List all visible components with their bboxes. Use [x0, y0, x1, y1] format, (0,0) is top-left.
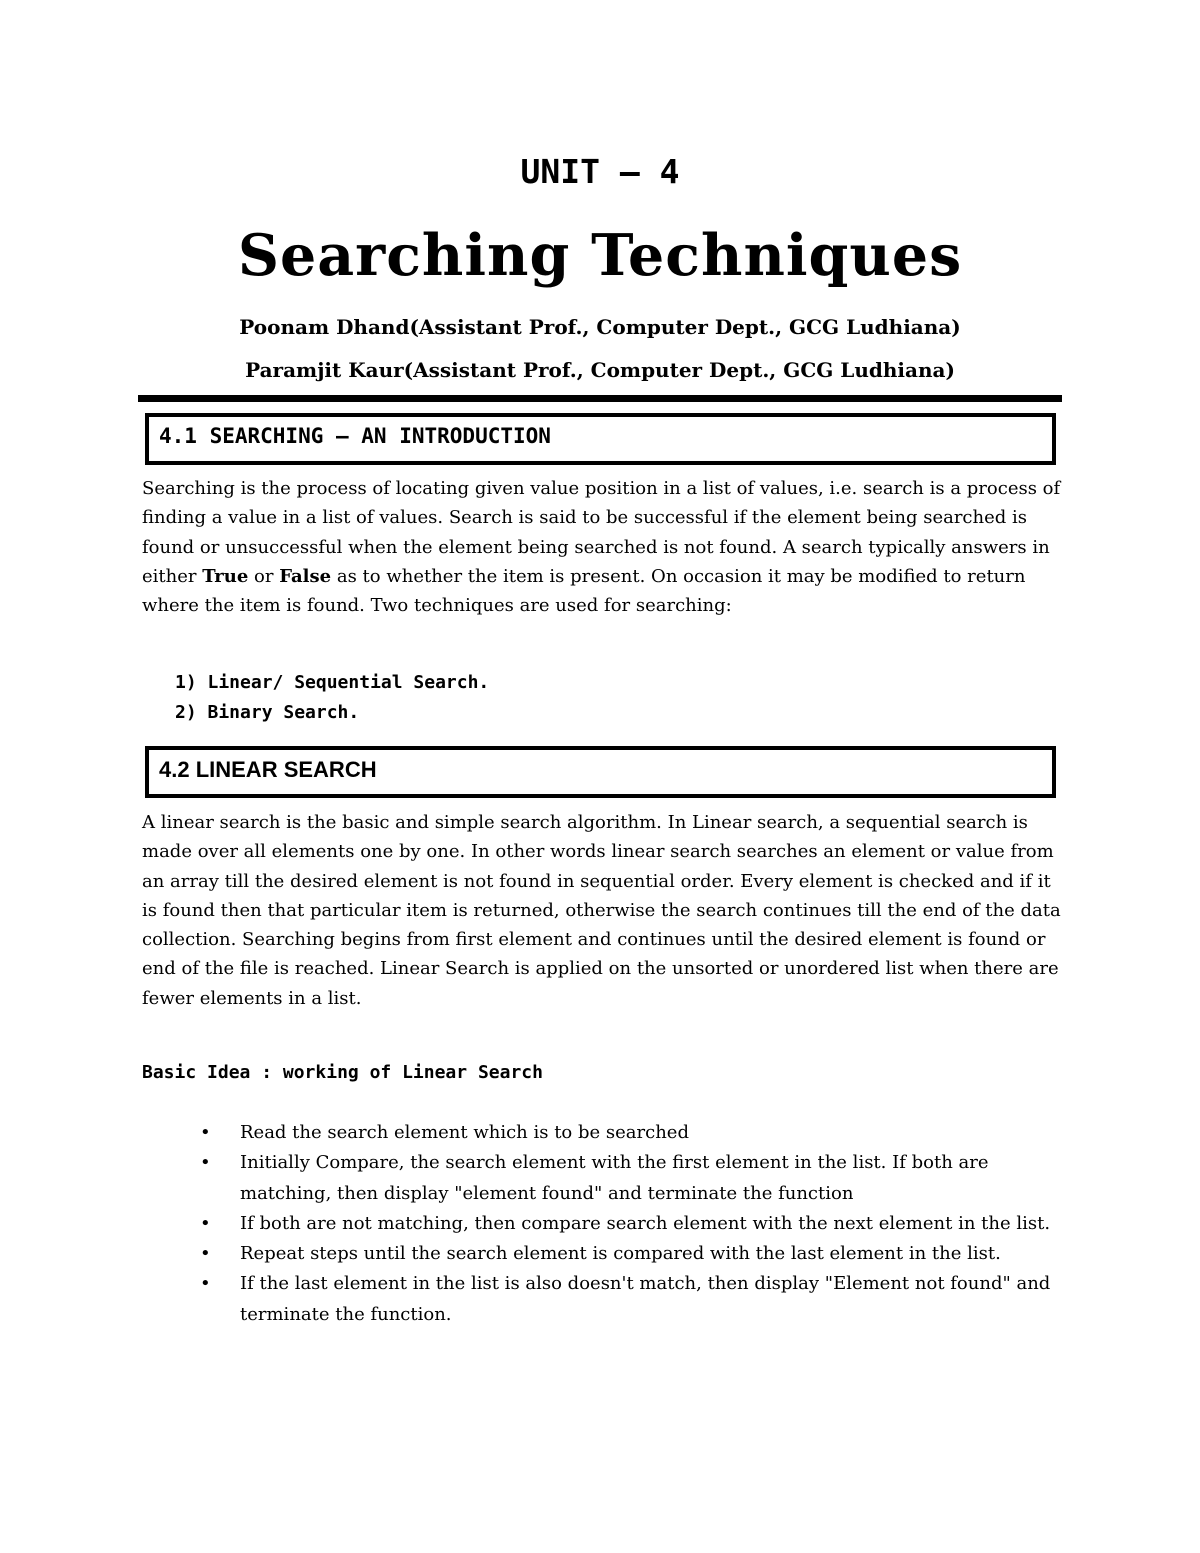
- steps-list: [200, 1118, 1065, 1330]
- basic-idea-heading: Basic Idea : working of Linear Search: [142, 1062, 543, 1083]
- intro-text-a: Searching is the process of locating given value position in a list of values, i.e. search is a process of finding a value in a list of values. Search is said to be successful if the element being searched is found or unsuccessful when the element being searched is not found. A search typically answers in either: [142, 478, 1061, 587]
- technique-list: [175, 668, 489, 728]
- list-item: • If both are not matching, then compare search element with the next element in the list.: [200, 1209, 1065, 1239]
- unit-label: UNIT – 4: [520, 152, 680, 191]
- list-item: 2) Binary Search.: [175, 702, 360, 723]
- intro-paragraph: [142, 474, 1067, 620]
- true-keyword: True: [202, 565, 249, 587]
- section-heading-box-2: [145, 746, 1056, 798]
- section-heading-box-1: [145, 413, 1056, 465]
- list-item: • Read the search element which is to be searched: [200, 1118, 1065, 1148]
- header-divider: [138, 395, 1062, 402]
- page-title: Searching Techniques: [237, 222, 963, 289]
- list-item: • Initially Compare, the search element with the first element in the list. If both are matching, then display "element found" and terminate the function: [200, 1148, 1065, 1209]
- list-item: • Repeat steps until the search element is compared with the last element in the list.: [200, 1239, 1065, 1269]
- section-heading-1: 4.1 SEARCHING – AN INTRODUCTION: [159, 424, 551, 448]
- linear-search-paragraph: A linear search is the basic and simple search algorithm. In Linear search, a sequential search is made over all elements one by one. In other words linear search searches an element or value from an array till the desired element is not found in sequential order. Every element is checked and if it is found then that particular item is returned, otherwise the search continues till the end of the data collection. Searching begins from first element and continues until the desired element is found or end of the file is reached. Linear Search is applied on the unsorted or unordered list when there are fewer elements in a list.: [142, 812, 1061, 1009]
- intro-text-b: or: [248, 565, 280, 587]
- author-line-1: Poonam Dhand(Assistant Prof., Computer Dept., GCG Ludhiana): [239, 315, 961, 339]
- list-item: • If the last element in the list is also doesn't match, then display "Element not found" and terminate the function.: [200, 1269, 1065, 1330]
- section-heading-2: 4.2 LINEAR SEARCH: [159, 757, 377, 782]
- author-line-2: Paramjit Kaur(Assistant Prof., Computer Dept., GCG Ludhiana): [245, 358, 955, 382]
- false-keyword: False: [279, 565, 332, 587]
- intro-text-c: as to whether the item is present. On occasion it may be modified to return where the item is found. Two techniques are used for searching:: [142, 565, 1026, 617]
- list-item: 1) Linear/ Sequential Search.: [175, 672, 490, 693]
